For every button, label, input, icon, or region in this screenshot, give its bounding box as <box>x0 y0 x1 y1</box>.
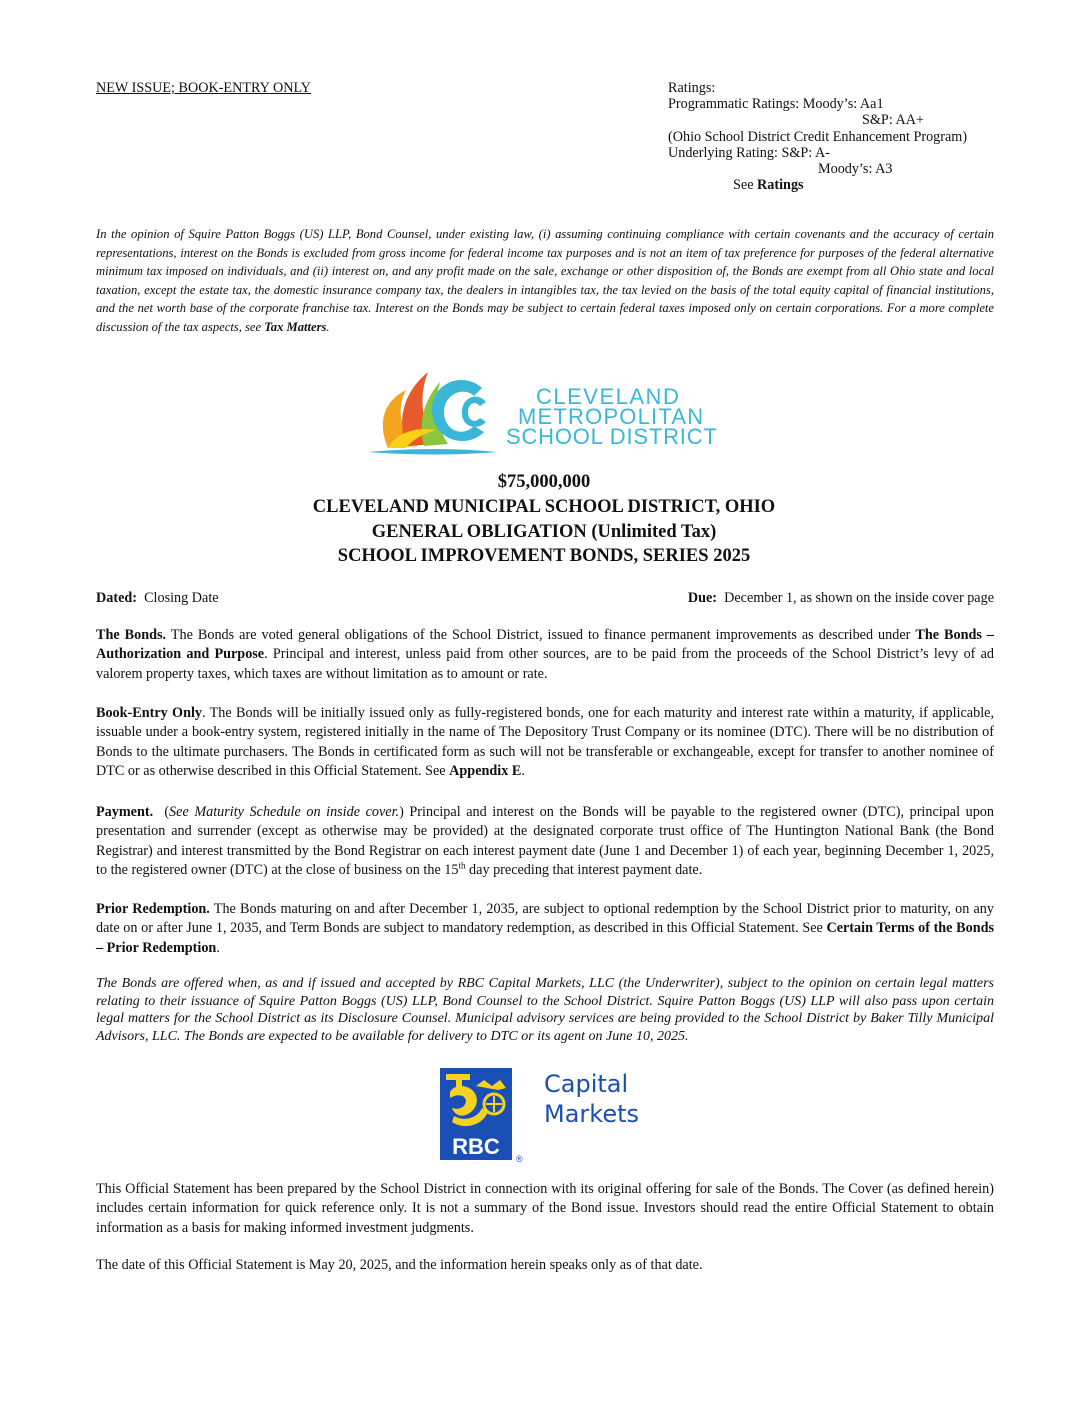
prior-redemption-text-2: . <box>216 939 220 956</box>
bond-amount: $75,000,000 <box>497 472 591 492</box>
dated-label: Dated: <box>96 590 137 606</box>
tax-matters-ref: Tax Matters <box>264 319 327 334</box>
dated-line <box>96 590 219 607</box>
payment-text-2: day preceding that interest payment date. <box>465 862 703 879</box>
cmsd-logo <box>366 360 726 460</box>
rbc-mark-text: RBC <box>452 1134 500 1159</box>
cmsd-logo-line2: METROPOLITAN <box>518 404 705 429</box>
payment-label: Payment. <box>96 804 154 820</box>
due-label: Due: <box>687 590 718 606</box>
ordinal-suffix: th <box>458 860 466 871</box>
prior-redemption-ref: Certain Terms of the Bonds – Prior Redemption <box>96 920 994 956</box>
cmsd-logo-line1: CLEVELAND <box>536 384 681 409</box>
issuer-name: CLEVELAND MUNICIPAL SCHOOL DISTRICT, OHIO <box>312 497 776 517</box>
dated-value: Closing Date <box>144 590 219 606</box>
due-line <box>688 590 994 607</box>
statement-date-paragraph: The date of this Official Statement is May 20, 2025, and the information herein speaks only as of that date. <box>96 1257 703 1273</box>
payment-paragraph: Payment. (See Maturity Schedule on inside cover.) Principal and interest on the Bonds will be payable to the registered owner (DTC), principal upon presentation and surrender (except as otherwise may be provided) at the designated corporate trust office of The Huntington National Bank (the Bond Registrar) and interest transmitted by the Bond Registrar on each interest payment date (June 1 and December 1) of each year, beginning December 1, 2025, to the registered owner (DTC) at the close of business on the 15th day preceding that interest payment date. <box>96 804 994 879</box>
markets-text: Markets <box>544 1100 640 1128</box>
tax-opinion-paragraph <box>96 225 994 337</box>
see-ratings-ref <box>668 177 967 193</box>
payment-text-1: Principal and interest on the Bonds will be payable to the registered owner (DTC), principal upon presentation and surrender (except as otherwise may be provided) at the designated corporate trust office of The Huntington National Bank (the Bond Registrar) and interest transmitted by the Bond Registrar on each interest payment date (June 1 and December 1) of each year, beginning December 1, 2025, to the registered owner (DTC) at the close of business on the 15 <box>96 804 994 879</box>
bond-series: SCHOOL IMPROVEMENT BONDS, SERIES 2025 <box>337 546 751 566</box>
bonds-label: The Bonds. <box>96 627 167 643</box>
closing-paragraph: This Official Statement has been prepared by the School District in connection with its original offering for sale of the Bonds. The Cover (as defined herein) includes certain information for quick reference only. It is not a summary of the Bond issue. Investors should read the entire Official Statement to obtain information as a basis for making informed investment judgments. <box>96 1181 994 1236</box>
prior-redemption-text-1: The Bonds maturing on and after December 1, 2035, are subject to optional redemption by the School District prior to maturity, on any date on or after June 1, 2035, and Term Bonds are subject to mandatory redemption, as described in this Official Statement. See <box>96 901 994 937</box>
bonds-authorization-ref: The Bonds – Authorization and Purpose <box>96 627 994 663</box>
bonds-paragraph <box>96 626 994 684</box>
cmsd-emblem-icon <box>368 372 498 455</box>
bonds-text-1: The Bonds are voted general obligations of the School District, issued to finance permanent improvements as described under <box>166 627 916 643</box>
obligation-type: GENERAL OBLIGATION (Unlimited Tax) <box>371 522 717 542</box>
tax-opinion-end: . <box>326 319 330 334</box>
underlying-rating-moodys: Moody’s: A3 <box>818 161 893 178</box>
ratings-heading: Ratings: <box>668 80 716 96</box>
due-value: December 1, as shown on the inside cover page <box>724 590 994 606</box>
program-note: (Ohio School District Credit Enhancement Program) <box>668 128 968 145</box>
cmsd-logo-line3: SCHOOL DISTRICT <box>506 424 718 449</box>
programmatic-rating-moodys: Programmatic Ratings: Moody’s: Aa1 <box>668 96 884 113</box>
prior-redemption-label: Prior Redemption. <box>96 901 210 917</box>
book-entry-label: Book-Entry Only <box>96 705 203 721</box>
ratings-ref: Ratings <box>757 177 804 194</box>
appendix-e-ref: Appendix E <box>449 763 522 780</box>
ratings-block <box>668 80 967 193</box>
maturity-schedule-note: See Maturity Schedule on inside cover. <box>169 804 400 820</box>
see-label: See <box>733 177 758 194</box>
rbc-capital-markets-logo <box>440 1066 670 1166</box>
issue-type-label: NEW ISSUE; BOOK-ENTRY ONLY <box>96 80 311 96</box>
prior-redemption-paragraph <box>96 900 994 958</box>
tax-opinion-text: In the opinion of Squire Patton Boggs (US) LLP, Bond Counsel, under existing law, (i) assuming continuing compliance with certain covenants and the accuracy of certain representations, interest on the Bonds is excluded from gross income for federal income tax purposes and is not an item of tax preference for purposes of the federal alternative minimum tax imposed on individuals, and (ii) interest on, and any profit made on the sale, exchange or other disposition of, the Bonds are exempt from all Ohio state and local taxation, except the estate tax, the domestic insurance company tax, the dealers in intangibles tax, the tax levied on the basis of the total equity capital of financial institutions, and the net worth base of the corporate franchise tax. Interest on the Bonds may be subject to certain federal taxes imposed only on certain corporations. For a more complete discussion of the tax aspects, see <box>96 227 994 334</box>
book-entry-text-2: . <box>521 763 525 780</box>
bonds-text-2: . Principal and interest, unless paid from other sources, are to be paid from the proceeds of the School District’s levy of ad valorem property taxes, which taxes are without limitation as to amount or rate. <box>96 646 995 682</box>
capital-text: Capital <box>544 1070 629 1098</box>
book-entry-paragraph <box>96 704 994 782</box>
book-entry-text-1: . The Bonds will be initially issued only as fully-registered bonds, one for each maturity and interest rate within a maturity, if applicable, issuable under a book-entry system, registered initially in the name of The Depository Trust Company or its nominee (DTC). There will be no distribution of Bonds to the ultimate purchasers. The Bonds in certificated form as such will not be transferable or exchangeable, except for transfer to another nominee of DTC or as otherwise described in this Official Statement. See <box>96 705 994 780</box>
registered-mark: ® <box>516 1154 523 1164</box>
programmatic-rating-sp: S&P: AA+ <box>862 112 925 129</box>
offering-paragraph: The Bonds are offered when, as and if issued and accepted by RBC Capital Markets, LLC (the Underwriter), subject to the opinion on certain legal matters relating to their issuance of Squire Patton Boggs (US) LLP, Bond Counsel to the School District. Squire Patton Boggs (US) LLP will also pass upon certain legal matters for the School District as its Disclosure Counsel. Municipal advisory services are being provided to the School District by Baker Tilly Municipal Advisors, LLC. The Bonds are expected to be available for delivery to DTC or its agent on June 10, 2025. <box>96 976 994 1044</box>
underlying-rating-sp: Underlying Rating: S&P: A- <box>668 144 830 161</box>
